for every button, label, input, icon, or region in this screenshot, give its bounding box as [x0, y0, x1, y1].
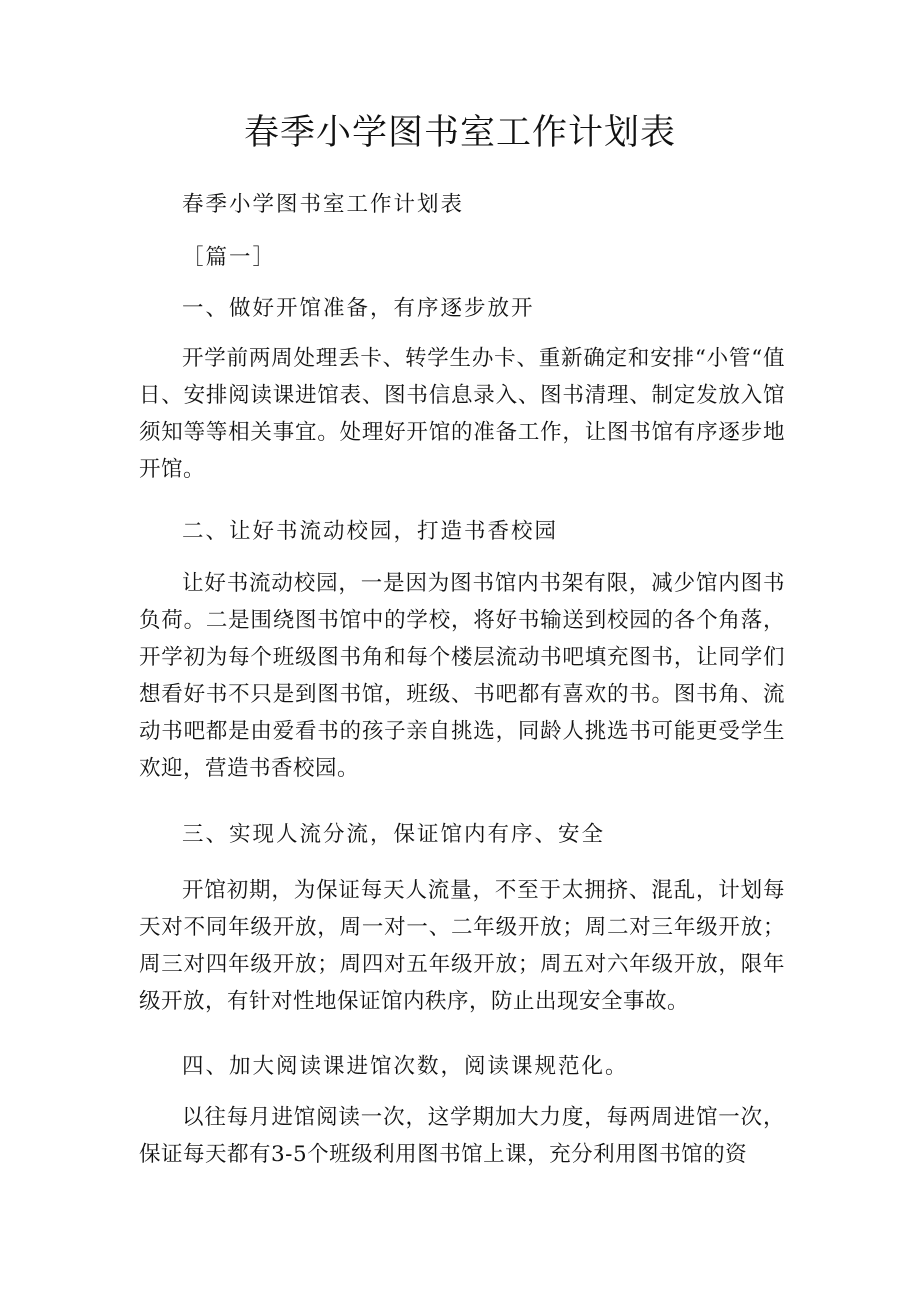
paragraph-body-1: 开学前两周处理丢卡、转学生办卡、重新确定和安排“小管“值日、安排阅读课进馆表、图书信息录入、图书清理、制定发放入馆须知等等相关事宜。处理好开馆的准备工作，让图书馆有序逐步地开馆。: [139, 346, 785, 482]
paragraph-subtitle: 春季小学图书室工作计划表: [182, 192, 465, 217]
paragraph-heading-2: 二、让好书流动校园，打造书香校园: [182, 519, 559, 544]
document-title: 春季小学图书室工作计划表: [243, 113, 676, 153]
paragraph-section-label: ［篇一］: [182, 245, 277, 270]
paragraph-heading-3: 三、实现人流分流，保证馆内有序、安全: [182, 822, 606, 847]
paragraph-body-2: 让好书流动校园，一是因为图书馆内书架有限，减少馆内图书负荷。二是围绕图书馆中的学校，将好书输送到校园的各个角落，开学初为每个班级图书角和每个楼层流动书吧填充图书，让同学们想看好书不只是到图书馆，班级、书吧都有喜欢的书。图书角、流动书吧都是由爱看书的孩子亲自挑选，同龄人挑选书可能更受学生欢迎，营造书香校园。: [139, 571, 785, 781]
paragraph-heading-1: 一、做好开馆准备，有序逐步放开: [182, 296, 535, 321]
paragraph-heading-4: 四、加大阅读课进馆次数，阅读课规范化。: [182, 1054, 629, 1079]
paragraph-body-3: 开馆初期，为保证每天人流量，不至于太拥挤、混乱，计划每天对不同年级开放，周一对一、二年级开放；周二对三年级开放；周三对四年级开放；周四对五年级开放；周五对六年级开放，限年级开放，有针对性地保证馆内秩序，防止出现安全事故。: [139, 878, 785, 1014]
paragraph-body-4: 以往每月进馆阅读一次，这学期加大力度，每两周进馆一次，保证每天都有3-5个班级利用图书馆上课，充分利用图书馆的资: [139, 1105, 785, 1167]
